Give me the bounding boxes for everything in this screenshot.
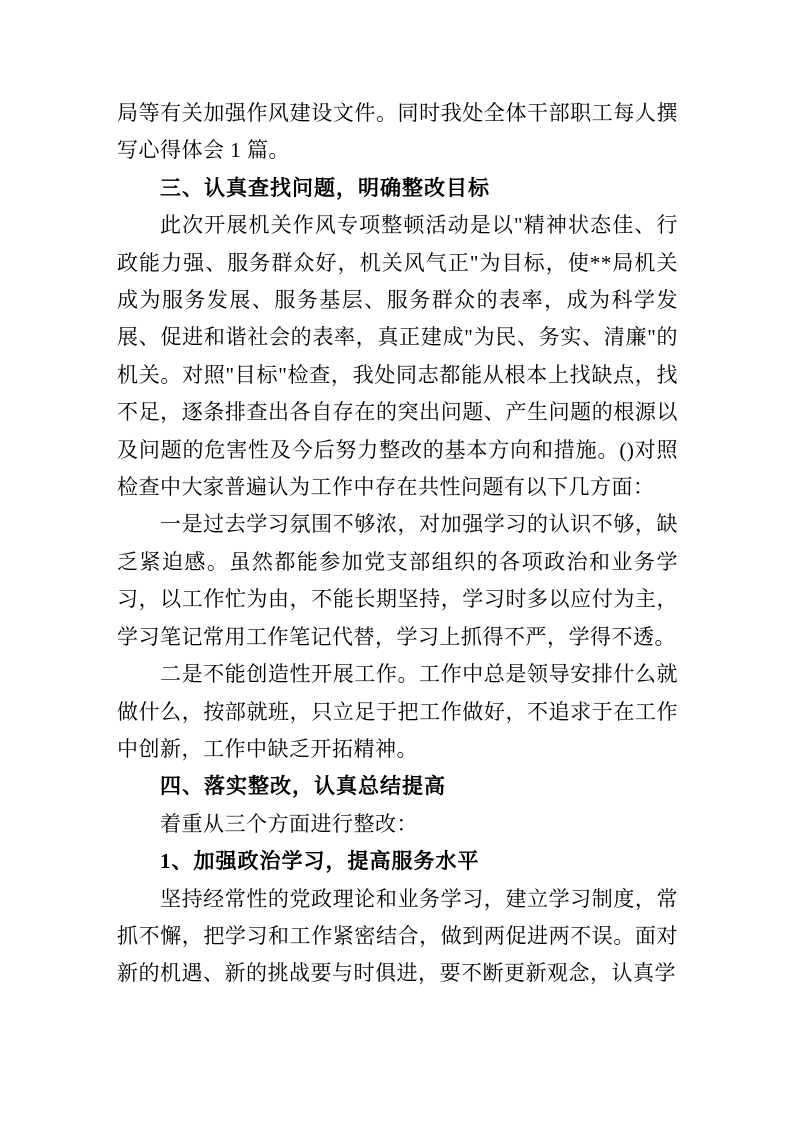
body-paragraph: 一是过去学习氛围不够浓，对加强学习的认识不够，缺乏紧迫感。虽然都能参加党支部组织的各项政治和业务学习，以工作忙为由，不能长期坚持，学习时多以应付为主，学习笔记常用工作笔记代替，学习上抓得不严，学得不透。 bbox=[117, 512, 678, 649]
sub-heading: 1、加强政治学习，提高服务水平 bbox=[160, 849, 480, 874]
body-paragraph: 二是不能创造性开展工作。工作中总是领导安排什么就做什么，按部就班，只立足于把工作做好，不追求于在工作中创新，工作中缺乏开拓精神。 bbox=[117, 662, 678, 761]
body-paragraph: 坚持经常性的党政理论和业务学习，建立学习制度，常抓不懈，把学习和工作紧密结合，做到两促进两不误。面对新的机遇、新的挑战要与时俱进，要不断更新观念，认真学 bbox=[117, 886, 678, 986]
section-heading: 四、落实整改，认真总结提高 bbox=[160, 775, 446, 799]
body-paragraph: 着重从三个方面进行整改： bbox=[160, 811, 418, 836]
section-heading: 三、认真查找问题，明确整改目标 bbox=[160, 176, 490, 200]
continuation-paragraph: 局等有关加强作风建设文件。同时我处全体干部职工每人撰写心得体会 1 篇。 bbox=[117, 101, 678, 163]
body-paragraph: 此次开展机关作风专项整顿活动是以"精神状态佳、行政能力强、服务群众好，机关风气正"为目标，使**局机关成为服务发展、服务基层、服务群众的表率，成为科学发展、促进和谐社会的表率，真正建成"为民、务实、清廉"的机关。对照"目标"检查，我处同志都能从根本上找缺点，找不足，逐条排查出各自存在的突出问题、产生问题的根源以及问题的危害性及今后努力整改的基本方向和措施。()对照检查中大家普遍认为工作中存在共性问题有以下几方面： bbox=[117, 213, 678, 500]
document-body bbox=[117, 95, 678, 993]
